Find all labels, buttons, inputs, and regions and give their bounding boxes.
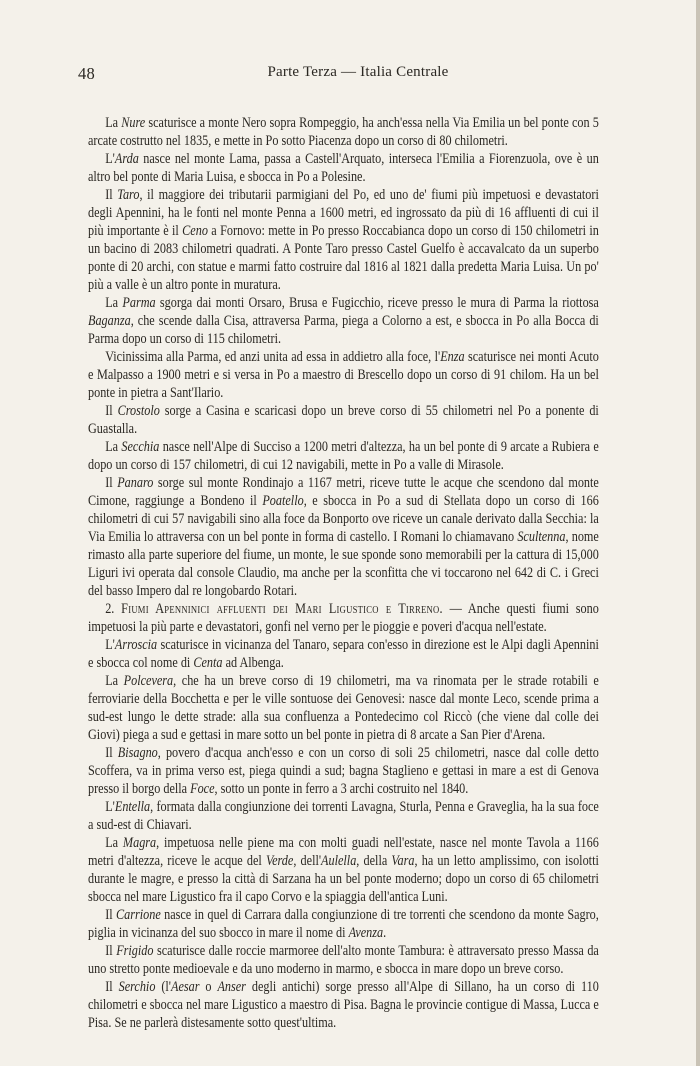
river-name: Ceno: [182, 223, 208, 239]
river-name: Aulella: [321, 853, 357, 869]
river-name: Arda: [114, 151, 139, 167]
paragraph-text: Il: [105, 745, 118, 761]
paragraph-text: L': [105, 799, 115, 815]
paragraph-text: Il: [105, 979, 119, 995]
paragraph-text: La: [105, 439, 122, 455]
paragraph-text: — Anche questi fiumi sono impetuosi la più parte e devastatori, gonfi nel verno per le pioggie e poveri d'acqua nell'estate.: [88, 601, 599, 635]
paragraph-text: La: [105, 115, 122, 131]
river-name: Baganza: [88, 313, 131, 329]
paragraph-text: Il: [105, 187, 118, 203]
river-name: Parma: [122, 295, 156, 311]
paragraph: [88, 978, 599, 1032]
river-name: Serchio: [118, 979, 156, 995]
body-text: [88, 114, 599, 1032]
river-name: Carrione: [116, 907, 161, 923]
river-name: Aesar: [171, 979, 200, 995]
paragraph-text: nasce nel monte Lama, passa a Castell'Arquato, interseca l'Emilia a Fiorenzuola, ove è un altro bel ponte di Maria Luisa, e sbocca in Po a Polesine.: [88, 151, 599, 185]
paragraph-text: , e sbocca in Po a sud di Stellata dopo un corso di 166 chilometri di cui 57 navigabili sino alla foce da Bonporto ove riceve un canale derivato dalla Secchia: la Via Emilia lo attraversa con un bel ponte in forma di castello. I Romani lo chiamavano: [88, 493, 599, 545]
paragraph-text: sorge sul monte Rondinajo a 1167 metri, riceve tutte le acque che scendono dal monte Cimone, raggiunge a Bondeno il: [88, 475, 599, 509]
paragraph-text: Il: [105, 403, 118, 419]
river-name: Frigido: [116, 943, 154, 959]
paragraph-text: .: [383, 925, 387, 941]
river-name: Crostolo: [117, 403, 160, 419]
page-number: 48: [78, 64, 95, 83]
paragraph-text: Il: [105, 943, 117, 959]
paragraph-text: Vicinissima alla Parma, ed anzi unita ad essa in addietro alla foce, l': [105, 349, 441, 365]
paragraph: [88, 600, 599, 636]
river-name: Centa: [193, 655, 223, 671]
paragraph: [88, 402, 599, 438]
river-name: Secchia: [121, 439, 160, 455]
paragraph-text: 2.: [105, 601, 122, 617]
paragraph-text: , della: [356, 853, 392, 869]
river-name: Scultenna: [517, 529, 566, 545]
river-name: Foce: [190, 781, 215, 797]
paragraph: [88, 906, 599, 942]
running-head: Parte Terza — Italia Centrale: [267, 64, 449, 80]
river-name: Panaro: [117, 475, 154, 491]
river-name: Poatello: [262, 493, 304, 509]
paragraph: [88, 186, 599, 294]
paragraph-text: a Fornovo: mette in Po presso Roccabianca dopo un corso di 150 chilometri in un bacino di 2083 chilometri quadrati. A Ponte Taro presso Castel Guelfo è accavalcato da un superbo ponte di 20 archi, con statue e marmi fatto costruire dal 1816 al 1821 dalla predetta Maria Luisa. Un po' più a valle è un altro ponte in muratura.: [88, 223, 599, 293]
paragraph-text: scaturisce a monte Nero sopra Rompeggio, ha anch'essa nella Via Emilia un bel ponte con 5 arcate costrutto nel 1835, e mette in Po sotto Piacenza dopo un corso di 80 chilometri.: [88, 115, 599, 149]
river-name: Vara: [391, 853, 415, 869]
river-name: Polcevera: [123, 673, 174, 689]
page-edge: [696, 0, 700, 1066]
paragraph-text: , nome rimasto alla parte superiore del fiume, un monte, le sue sponde sono memorabili per la cattura di 15,000 Liguri ivi operata dal console Claudio, ma anche per la sconfitta che vi toccarono nel 642 di C. i Greci del basso Impero dal re longobardo Rotari.: [88, 529, 599, 599]
river-name: Taro: [117, 187, 140, 203]
paragraph-text: ad Albenga.: [222, 655, 284, 671]
paragraph-text: sgorga dai monti Orsaro, Brusa e Fugicchio, riceve presso le mura di Parma la riottosa: [155, 295, 599, 311]
paragraph: [88, 798, 599, 834]
paragraph: [88, 636, 599, 672]
paragraph: [88, 114, 599, 150]
river-name: Arroscia: [114, 637, 158, 653]
river-name: Bisagno: [117, 745, 158, 761]
paragraph-text: scaturisce nei monti Acuto e Malpasso a 1900 metri e si versa in Po a maestro di Brescello dopo un corso di 91 chilom. Ha un bel ponte in pietra a Sant'Ilario.: [88, 349, 599, 401]
paragraph-text: , formata dalla congiunzione dei torrenti Lavagna, Sturla, Penna e Graveglia, ha la sua foce a sud-est di Chiavari.: [88, 799, 599, 833]
paragraph-text: L': [105, 637, 115, 653]
paragraph-text: , che ha un breve corso di 19 chilometri, ma va rinomata per le strade rotabili e ferroviarie della Bocchetta e per le ville sontuose dei Genovesi: nasce dal monte Leco, scende prima a sud-est lungo le dette strade: alla sua confluenza a Pontedecimo col Riccò (che viene dal colle dei Giovi) piega a sud e gettasi in mare sotto un bel ponte in pietra di 8 arcate a San Pier d'Arena.: [88, 673, 599, 743]
paragraph-text: , povero d'acqua anch'esso e con un corso di soli 25 chilometri, nasce dal colle detto Scoffera, va in prima verso est, piega quindi a sud; bagna Staglieno e gettasi in mare a est di Genova presso il borgo della: [88, 745, 599, 797]
river-name: Entella: [114, 799, 151, 815]
paragraph-text: sorge a Casina e scaricasi dopo un breve corso di 55 chilometri nel Po a ponente di Guastalla.: [88, 403, 599, 437]
river-name: Magra: [122, 835, 157, 851]
paragraph-text: degli antichi) sorge presso all'Alpe di Sillano, ha un corso di 110 chilometri e sbocca nel mare Ligustico a maestro di Pisa. Bagna le provincie contigue di Massa, Lucca e Pisa. Se ne parlerà distesamente sotto quest'ultima.: [88, 979, 599, 1031]
paragraph: [88, 474, 599, 600]
paragraph-text: nasce nell'Alpe di Succiso a 1200 metri d'altezza, ha un bel ponte di 9 arcate a Rubiera e dopo un corso di 157 chilometri, di cui 12 navigabili, mette in Po a valle di Mirasole.: [88, 439, 599, 473]
paragraph-text: , il maggiore dei tributarii parmigiani del Po, ed uno de' fiumi più impetuosi e devastatori degli Apennini, ha le fonti nel monte Penna a 1600 metri, ed ingrossato da più di 16 affluenti di cui il più importante è il: [88, 187, 599, 239]
river-name: Avenza: [348, 925, 384, 941]
paragraph: [88, 348, 599, 402]
paragraph: [88, 942, 599, 978]
river-name: Verde: [265, 853, 294, 869]
paragraph-text: nasce in quel di Carrara dalla congiunzione di tre torrenti che scendono da monte Sagro, piglia in vicinanza del suo sbocco in mare il nome di: [88, 907, 599, 941]
paragraph-text: , sotto un ponte in ferro a 3 archi costruito nel 1840.: [214, 781, 469, 797]
paragraph: [88, 438, 599, 474]
paragraph-text: , ha un letto amplissimo, con isolotti durante le magre, e presso la città di Sarzana ha un bel ponte moderno; dopo un corso di 65 chilometri sbocca nel mare Ligustico fra il capo Corvo e la spiaggia dell'antica Luni.: [88, 853, 599, 905]
paragraph-text: scaturisce dalle roccie marmoree dell'alto monte Tambura: è attraversato presso Massa da uno stretto ponte medioevale e da uno moderno in marmo, e sbocca in mare dopo un breve corso.: [88, 943, 599, 977]
page-header: [78, 64, 638, 84]
paragraph-text: , dell': [293, 853, 322, 869]
paragraph-text: Il: [105, 907, 117, 923]
paragraph: [88, 672, 599, 744]
paragraph: [88, 834, 599, 906]
paragraph-text: , che scende dalla Cisa, attraversa Parma, piega a Colorno a est, e sbocca in Po alla Bocca di Parma dopo un corso di 115 chilometri.: [88, 313, 599, 347]
paragraph-text: La: [105, 835, 123, 851]
paragraph: [88, 150, 599, 186]
paragraph-text: Il: [105, 475, 118, 491]
paragraph-text: o: [199, 979, 218, 995]
paragraph-text: La: [105, 295, 123, 311]
paragraph-text: La: [105, 673, 124, 689]
section-heading: Fiumi Apenninici affluenti dei Mari Ligustico e Tirreno.: [121, 601, 443, 617]
paragraph: [88, 294, 599, 348]
river-name: Nure: [121, 115, 146, 131]
river-name: Anser: [217, 979, 246, 995]
paragraph-text: scaturisce in vicinanza del Tanaro, separa con'esso in direzione est le Alpi dagli Apennini e sbocca col nome di: [88, 637, 599, 671]
river-name: Enza: [440, 349, 465, 365]
paragraph-text: , impetuosa nelle piene ma con molti guadi nell'estate, nasce nel monte Tavola a 1166 metri d'altezza, riceve le acque del: [88, 835, 599, 869]
paragraph-text: (l': [155, 979, 172, 995]
paragraph-text: L': [105, 151, 115, 167]
paragraph: [88, 744, 599, 798]
